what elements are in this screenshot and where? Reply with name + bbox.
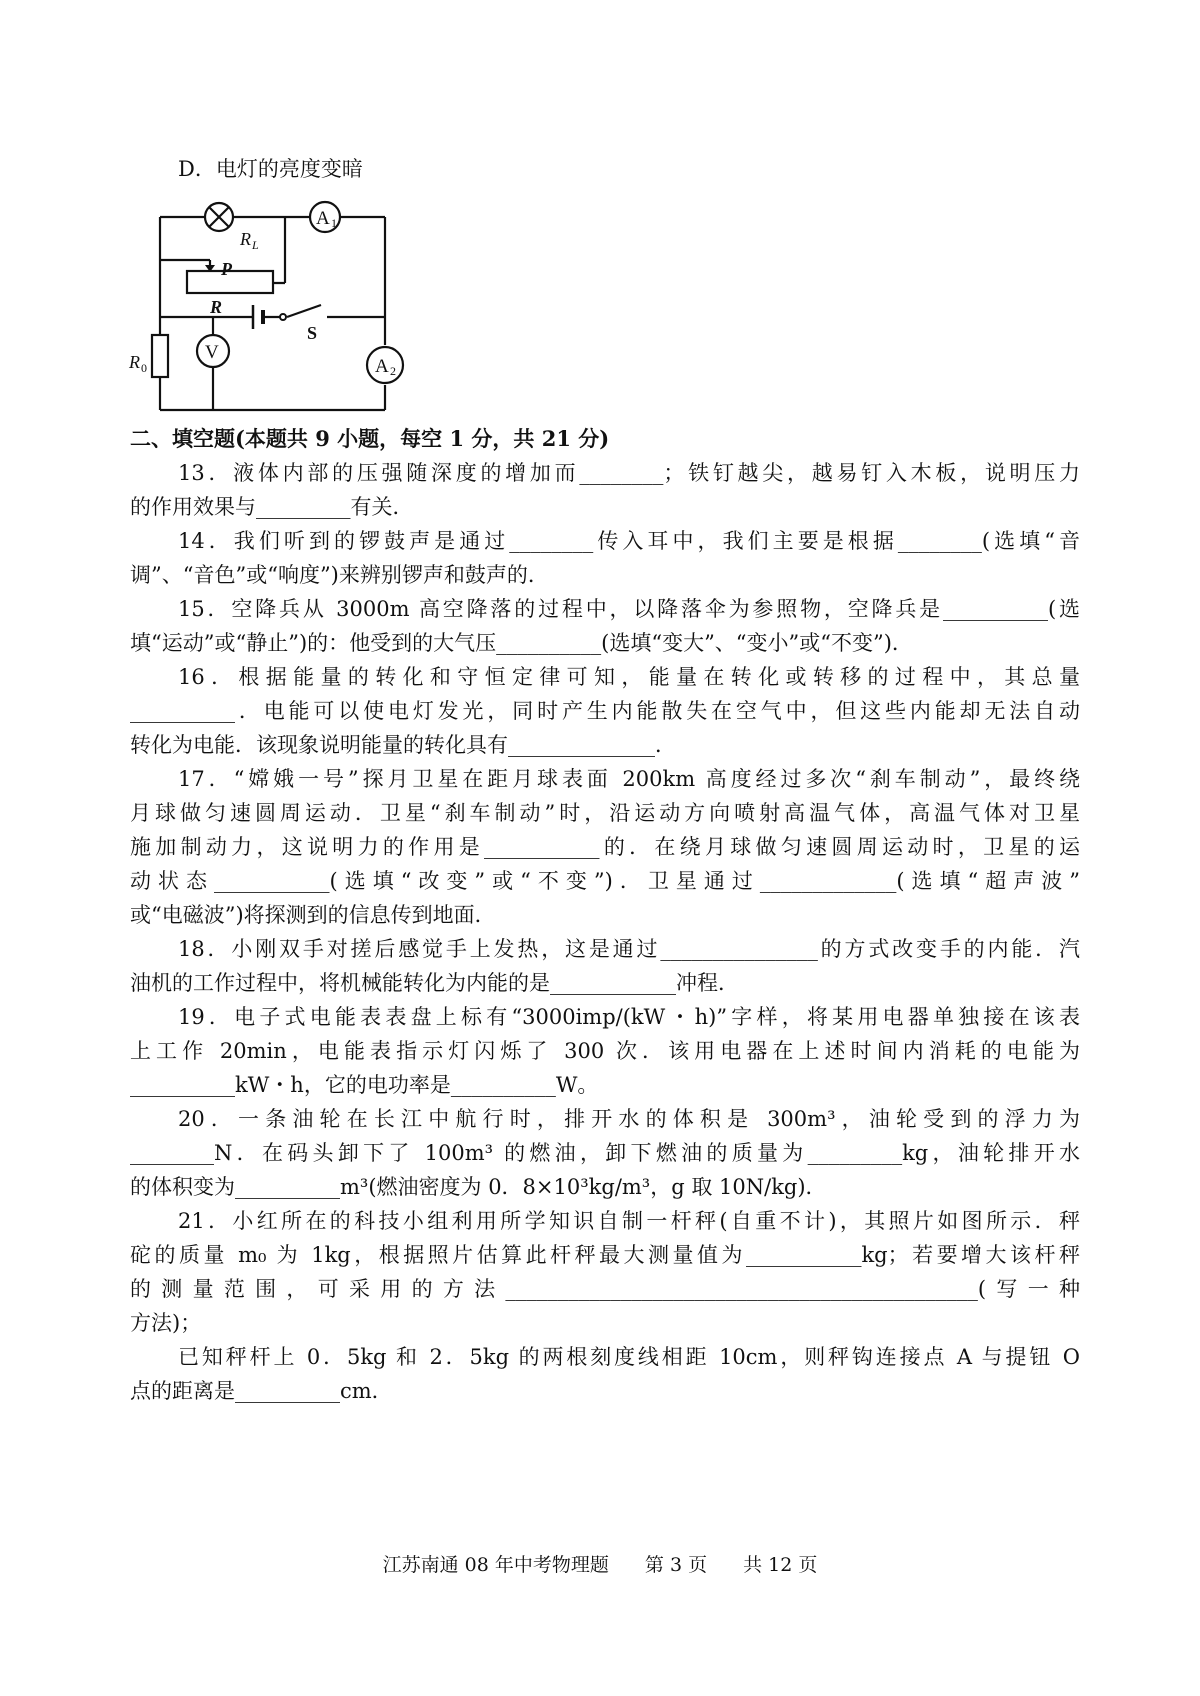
lamp-symbol bbox=[205, 203, 233, 231]
q20-line1: 20．一条油轮在长江中航行时，排开水的体积是 300m³，油轮受到的浮力为 bbox=[178, 1107, 1080, 1131]
footer-total: 共 12 页 bbox=[743, 1554, 818, 1576]
page-footer bbox=[0, 1548, 1200, 1582]
r0-resistor bbox=[152, 335, 168, 377]
a1-label: A bbox=[316, 208, 330, 229]
q18-line1: 18．小刚双手对搓后感觉手上发热，这是通过_______________的方式改变手的内能．汽 bbox=[178, 937, 1080, 961]
q13-line1: 13．液体内部的压强随深度的增加而________；铁钉越尖，越易钉入木板，说明压力 bbox=[178, 461, 1080, 485]
r0-label: R bbox=[129, 352, 140, 372]
r-label: R bbox=[210, 297, 223, 317]
q16-line3: 转化为电能．该现象说明能量的转化具有______________． bbox=[130, 733, 676, 757]
option-d: D．电灯的亮度变暗 bbox=[178, 157, 363, 181]
q21-line6: 点的距离是__________cm． bbox=[130, 1379, 393, 1403]
q17-line3: 施加制动力，这说明力的作用是___________的．在绕月球做匀速圆周运动时，卫星的运 bbox=[130, 835, 1080, 859]
q18-line2: 油机的工作过程中，将机械能转化为内能的是____________冲程． bbox=[130, 971, 739, 995]
s-label: S bbox=[307, 323, 318, 343]
q14-line2: 调”、“音色”或“响度”)来辨别锣声和鼓声的． bbox=[130, 563, 549, 587]
r0-sub: 0 bbox=[141, 361, 147, 375]
q21-line2: 砣的质量 m₀ 为 1kg，根据照片估算此杆秤最大测量值为___________kg；若要增大该杆秤 bbox=[130, 1243, 1080, 1267]
q19-line3: __________kW・h，它的电功率是__________W。 bbox=[130, 1073, 599, 1097]
q21-line4: 方法)； bbox=[130, 1311, 202, 1335]
q13-line2: 的作用效果与_________有关． bbox=[130, 495, 414, 519]
q19-line1: 19．电子式电能表表盘上标有“3000imp/(kW・h)”字样，将某用电器单独接在该表 bbox=[178, 1005, 1080, 1029]
q19-line2: 上工作 20min，电能表指示灯闪烁了 300 次．该用电器在上述时间内消耗的电能为 bbox=[130, 1039, 1080, 1063]
p-label: P bbox=[221, 259, 232, 279]
q16-line1: 16．根据能量的转化和守恒定律可知，能量在转化或转移的过程中，其总量 bbox=[178, 665, 1080, 689]
a2-sub: 2 bbox=[390, 364, 396, 378]
q14-line1: 14．我们听到的锣鼓声是通过________传入耳中，我们主要是根据________(选填“音 bbox=[178, 529, 1080, 553]
q21-line3: 的测量范围，可采用的方法_____________________________________________(写一种 bbox=[130, 1277, 1080, 1301]
a2-label: A bbox=[375, 356, 389, 377]
rl-label: R bbox=[240, 229, 251, 249]
q21-line1: 21．小红所在的科技小组利用所学知识自制一杆秤(自重不计)，其照片如图所示．秤 bbox=[178, 1209, 1080, 1233]
switch-symbol bbox=[280, 314, 286, 320]
v-label: V bbox=[205, 342, 219, 363]
battery-symbol bbox=[253, 305, 263, 329]
q17-line4: 动状态___________(选填“改变”或“不变”)．卫星通过_____________(选填“超声波” bbox=[130, 869, 1080, 893]
q17-line5: 或“电磁波”)将探测到的信息传到地面． bbox=[130, 903, 496, 927]
q17-line2: 月球做匀速圆周运动．卫星“刹车制动”时，沿运动方向喷射高温气体，高温气体对卫星 bbox=[130, 801, 1080, 825]
q16-line2: __________．电能可以使电灯发光，同时产生内能散失在空气中，但这些内能却无法自动 bbox=[130, 699, 1080, 723]
footer-page: 第 3 页 bbox=[644, 1554, 708, 1576]
section-title: 二、填空题(本题共 9 小题，每空 1 分，共 21 分) bbox=[130, 426, 610, 451]
q17-line1: 17．“嫦娥一号”探月卫星在距月球表面 200km 高度经过多次“刹车制动”，最终绕 bbox=[178, 767, 1080, 791]
a1-sub: 1 bbox=[331, 216, 337, 230]
q20-line3: 的体积变为__________m³(燃油密度为 0．8×10³kg/m³，g 取 10N/kg)． bbox=[130, 1175, 827, 1199]
rl-sub: L bbox=[252, 238, 259, 252]
q20-line2: ________N．在码头卸下了 100m³ 的燃油，卸下燃油的质量为_________kg，油轮排开水 bbox=[130, 1141, 1080, 1165]
q15-line1: 15．空降兵从 3000m 高空降落的过程中，以降落伞为参照物，空降兵是__________(选 bbox=[178, 597, 1080, 621]
circuit-diagram bbox=[129, 205, 430, 430]
footer-title: 江苏南通 08 年中考物理题 bbox=[382, 1554, 609, 1576]
q15-line2: 填“运动”或“静止”)的：他受到的大气压__________(选填“变大”、“变小”或“不变”)． bbox=[130, 631, 913, 655]
q21-line5: 已知秤杆上 0．5kg 和 2．5kg 的两根刻度线相距 10cm，则秤钩连接点 A 与提钮 O bbox=[178, 1345, 1080, 1369]
